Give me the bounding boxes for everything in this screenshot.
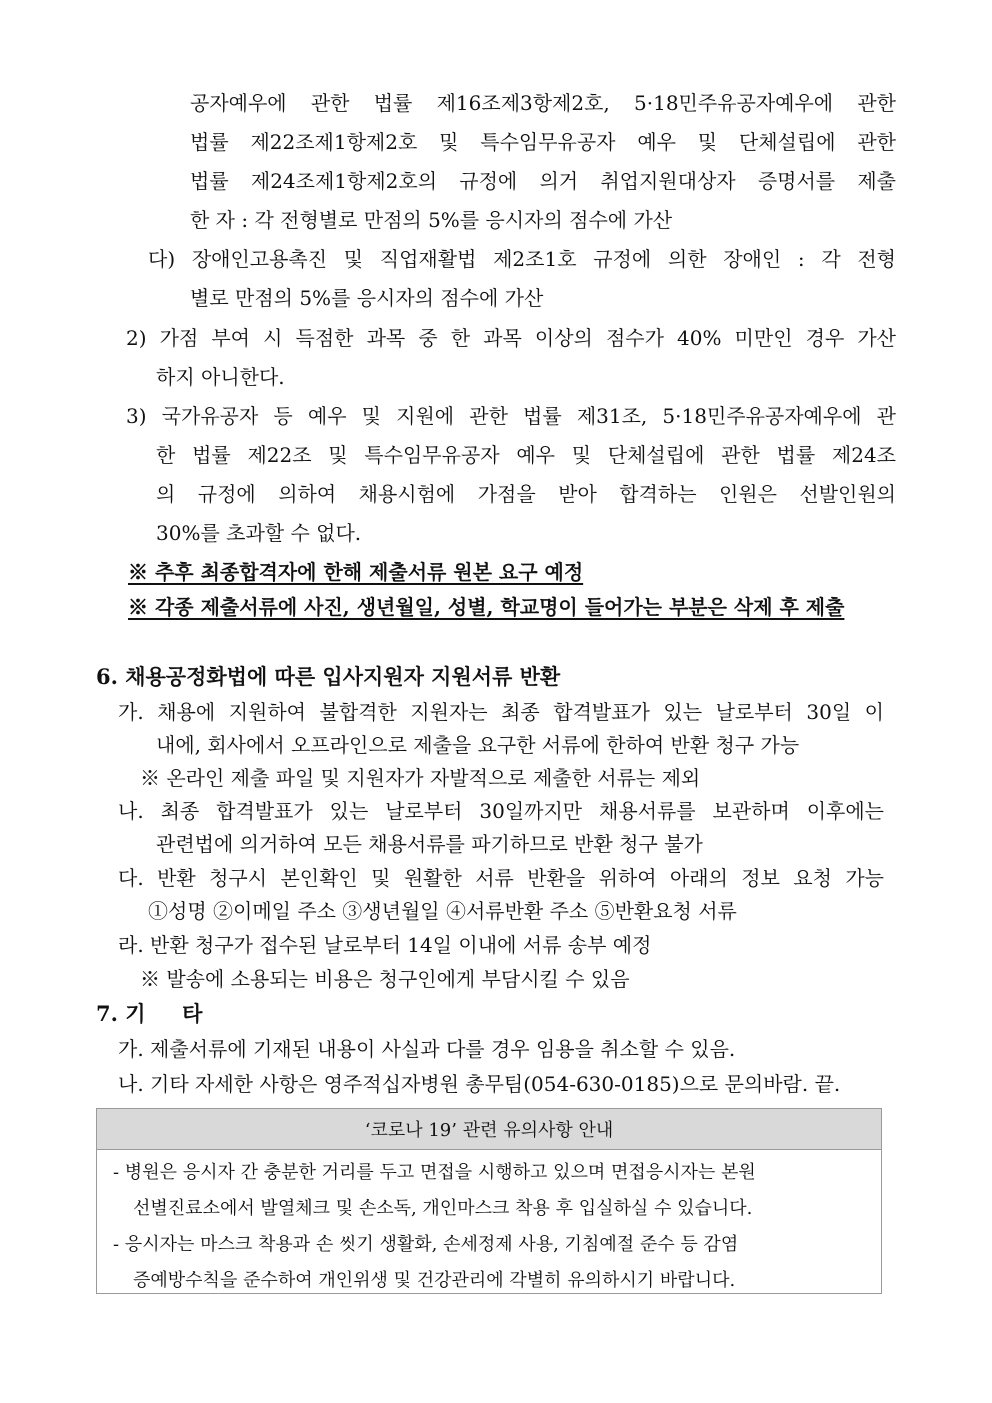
section-6-line: 다. 반환 청구시 본인확인 및 원활한 서류 반환을 위하여 아래의 정보 요청 가능 [118,866,884,890]
body-line: 공자예우에 관한 법률 제16조제3항제2호, 5·18민주유공자예우에 관한 [190,91,896,115]
body-line: 한 법률 제22조 및 특수임무유공자 예우 및 단체설립에 관한 법률 제24조 [156,443,896,467]
body-line: 30%를 초과할 수 없다. [156,521,362,545]
section-7-heading: 7. 기 타 [96,1001,203,1026]
section-6-heading: 6. 채용공정화법에 따른 입사지원자 지원서류 반환 [96,664,561,689]
note-remove-personal-info: ※ 각종 제출서류에 사진, 생년월일, 성별, 학교명이 들어가는 부분은 삭제 후 제출 [128,595,845,619]
note-original-documents: ※ 추후 최종합격자에 한해 제출서류 원본 요구 예정 [128,560,584,584]
section-6-line: ①성명 ②이메일 주소 ③생년월일 ④서류반환 주소 ⑤반환요청 서류 [148,899,737,923]
body-line: 별로 만점의 5%를 응시자의 점수에 가산 [190,286,544,310]
covid-notice-line: - 병원은 응시자 간 충분한 거리를 두고 면접을 시행하고 있으며 면접응시자는 본원 [113,1162,756,1183]
section-6-line: 관련법에 의거하여 모든 채용서류를 파기하므로 반환 청구 불가 [156,832,703,856]
section-6-note: ※ 발송에 소용되는 비용은 청구인에게 부담시킬 수 있음 [140,967,630,991]
section-6-line: 나. 최종 합격발표가 있는 날로부터 30일까지만 채용서류를 보관하며 이후에는 [118,799,884,823]
body-line: 의 규정에 의하여 채용시험에 가점을 받아 합격하는 인원은 선발인원의 [156,482,896,506]
section-6-line: 가. 채용에 지원하여 불합격한 지원자는 최종 합격발표가 있는 날로부터 30일 이 [118,700,884,724]
covid-notice-title: ‘코로나 19’ 관련 유의사항 안내 [97,1109,881,1150]
body-line: 다) 장애인고용촉진 및 직업재활법 제2조1호 규정에 의한 장애인 : 각 전형 [148,247,896,271]
body-line: 한 자 : 각 전형별로 만점의 5%를 응시자의 점수에 가산 [190,208,673,232]
covid-notice-line: 선별진료소에서 발열체크 및 손소독, 개인마스크 착용 후 입실하실 수 있습니다. [133,1198,753,1219]
section-6-line: 내에, 회사에서 오프라인으로 제출을 요구한 서류에 한하여 반환 청구 가능 [156,733,800,757]
covid-notice-box [96,1108,882,1294]
section-7-line: 나. 기타 자세한 사항은 영주적십자병원 총무팀(054-630-0185)으로 문의바람. 끝. [118,1072,841,1096]
section-7-line: 가. 제출서류에 기재된 내용이 사실과 다를 경우 임용을 취소할 수 있음. [118,1037,736,1061]
body-line: 3) 국가유공자 등 예우 및 지원에 관한 법률 제31조, 5·18민주유공자예우에 관 [126,404,896,428]
covid-notice-line: 증예방수칙을 준수하여 개인위생 및 건강관리에 각별히 유의하시기 바랍니다. [133,1270,736,1291]
body-line: 법률 제22조제1항제2호 및 특수임무유공자 예우 및 단체설립에 관한 [190,130,896,154]
body-line: 법률 제24조제1항제2호의 규정에 의거 취업지원대상자 증명서를 제출 [190,169,896,193]
section-6-line: 라. 반환 청구가 접수된 날로부터 14일 이내에 서류 송부 예정 [118,933,652,957]
section-6-note: ※ 온라인 제출 파일 및 지원자가 자발적으로 제출한 서류는 제외 [140,766,701,790]
body-line: 하지 아니한다. [156,365,285,389]
body-line: 2) 가점 부여 시 득점한 과목 중 한 과목 이상의 점수가 40% 미만인 경우 가산 [126,326,896,350]
covid-notice-line: - 응시자는 마스크 착용과 손 씻기 생활화, 손세정제 사용, 기침예절 준수 등 감염 [113,1234,739,1255]
